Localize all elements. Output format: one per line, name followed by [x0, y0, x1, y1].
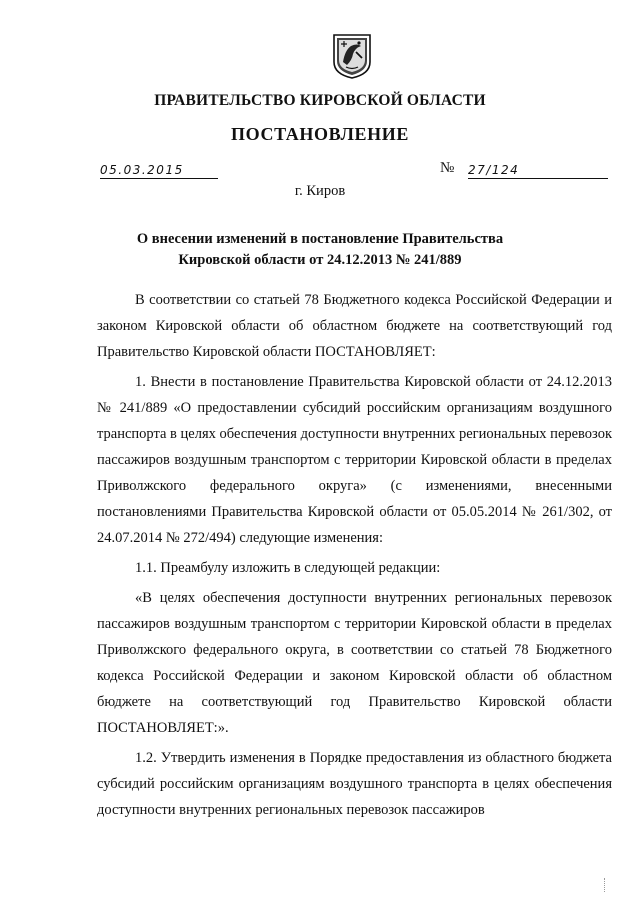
document-type: ПОСТАНОВЛЕНИЕ	[231, 124, 409, 144]
paragraph: В соответствии со статьей 78 Бюджетного кодекса Российской Федерации и законом Кировской области об областном бюджете на соответствующий год Правительство Кировской области ПОСТАНОВЛЯЕТ:	[97, 292, 612, 360]
document-date: 05.03.2015	[100, 162, 218, 179]
paragraph: 1.2. Утвердить изменения в Порядке предоставления из областного бюджета субсидий российским организациям воздушного транспорта в целях обеспечения доступности внутренних региональных перевозок пассажиров	[97, 750, 612, 818]
document-number: 27/124	[468, 162, 608, 179]
document-city: г. Киров	[294, 183, 346, 199]
document-title: О внесении изменений в постановление Правительства Кировской области от 24.12.2013 № 241/889	[136, 231, 504, 268]
paragraph: «В целях обеспечения доступности внутренних региональных перевозок пассажиров воздушным транспортом с территории Кировской области в пределах Приволжского федерального округа, в соответствии со статьей 78 Бюджетного кодекса Российской Федерации и законом Кировской области об областном бюджете на соответствующий год Правительство Кировской области ПОСТАНОВЛЯЕТ:».	[97, 590, 612, 736]
coat-of-arms-icon	[331, 32, 373, 80]
scan-artifact	[604, 878, 613, 892]
paragraph: 1.1. Преамбулу изложить в следующей редакции:	[135, 560, 441, 576]
government-name: ПРАВИТЕЛЬСТВО КИРОВСКОЙ ОБЛАСТИ	[154, 92, 486, 109]
document-body	[97, 287, 612, 827]
paragraph: 1. Внести в постановление Правительства Кировской области от 24.12.2013 № 241/889 «О предоставлении субсидий российским организациям воздушного транспорта в целях обеспечения доступности внутренних региональных перевозок пассажиров воздушным транспортом с территории Кировской области в пределах Приволжского федерального округа» (с изменениями, внесенными постановлениями Правительства Кировской области от 05.05.2014 № 261/302, от 24.07.2014 № 272/494) следующие изменения:	[97, 374, 612, 546]
number-sign: №	[440, 160, 455, 176]
